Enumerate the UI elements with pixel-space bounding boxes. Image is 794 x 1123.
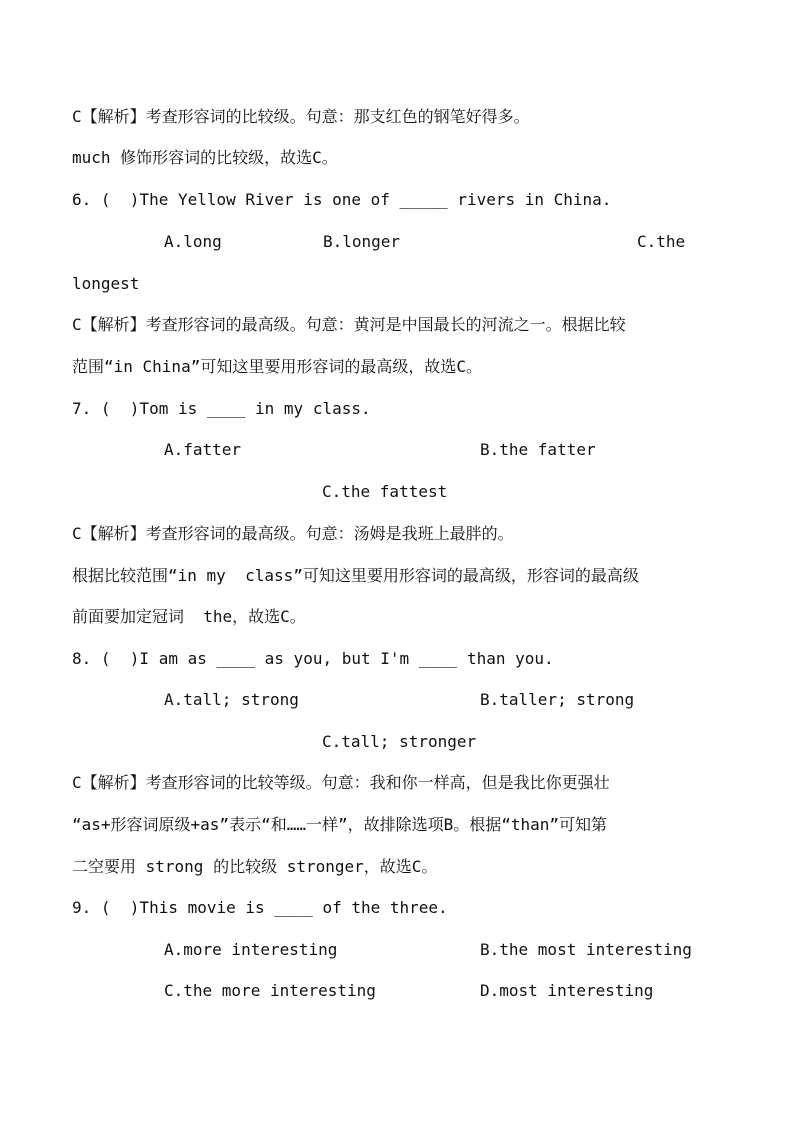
answer-5-line-1: C【解析】考查形容词的比较级。句意：那支红色的钢笔好得多。 [72,107,530,126]
answer-8-line-1: C【解析】考查形容词的比较等级。句意：我和你一样高，但是我比你更强壮 [72,773,610,792]
question-9-option-c: C.the more interesting [164,981,376,1000]
answer-7-line-2: 根据比较范围“in my class”可知这里要用形容词的最高级，形容词的最高级 [72,566,639,585]
question-6-option-c: C.the [637,232,686,251]
question-8-stem: 8. ( )I am as ____ as you, but I'm ____ than you. [72,649,554,668]
question-8-option-a: A.tall; strong [164,690,299,709]
answer-6-line-2: 范围“in China”可知这里要用形容词的最高级，故选C。 [72,357,482,376]
answer-8-line-2: “as+形容词原级+as”表示“和……一样”，故排除选项B。根据“than”可知第 [72,815,608,834]
question-9-option-d: D.most interesting [480,981,654,1000]
answer-7-line-1: C【解析】考查形容词的最高级。句意：汤姆是我班上最胖的。 [72,524,514,543]
question-7-option-c: C.the fattest [322,482,448,501]
question-6-stem: 6. ( )The Yellow River is one of _____ rivers in China. [72,190,612,209]
question-8-option-b: B.taller; strong [480,690,635,709]
question-6-option-b: B.longer [323,232,401,251]
question-7-option-b: B.the fatter [480,440,596,459]
question-9-option-b: B.the most interesting [480,940,692,959]
question-8-option-c: C.tall; stronger [322,732,477,751]
answer-7-line-3: 前面要加定冠词 the，故选C。 [72,607,306,626]
answer-8-line-3: 二空要用 strong 的比较级 stronger，故选C。 [72,857,438,876]
question-9-stem: 9. ( )This movie is ____ of the three. [72,898,448,917]
question-9-option-a: A.more interesting [164,940,338,959]
question-7-stem: 7. ( )Tom is ____ in my class. [72,399,371,418]
question-6-option-c-wrap: longest [72,274,140,293]
answer-5-line-2: much 修饰形容词的比较级，故选C。 [72,148,338,167]
answer-6-line-1: C【解析】考查形容词的最高级。句意：黄河是中国最长的河流之一。根据比较 [72,315,626,334]
question-6-option-a: A.long [164,232,222,251]
question-7-option-a: A.fatter [164,440,242,459]
